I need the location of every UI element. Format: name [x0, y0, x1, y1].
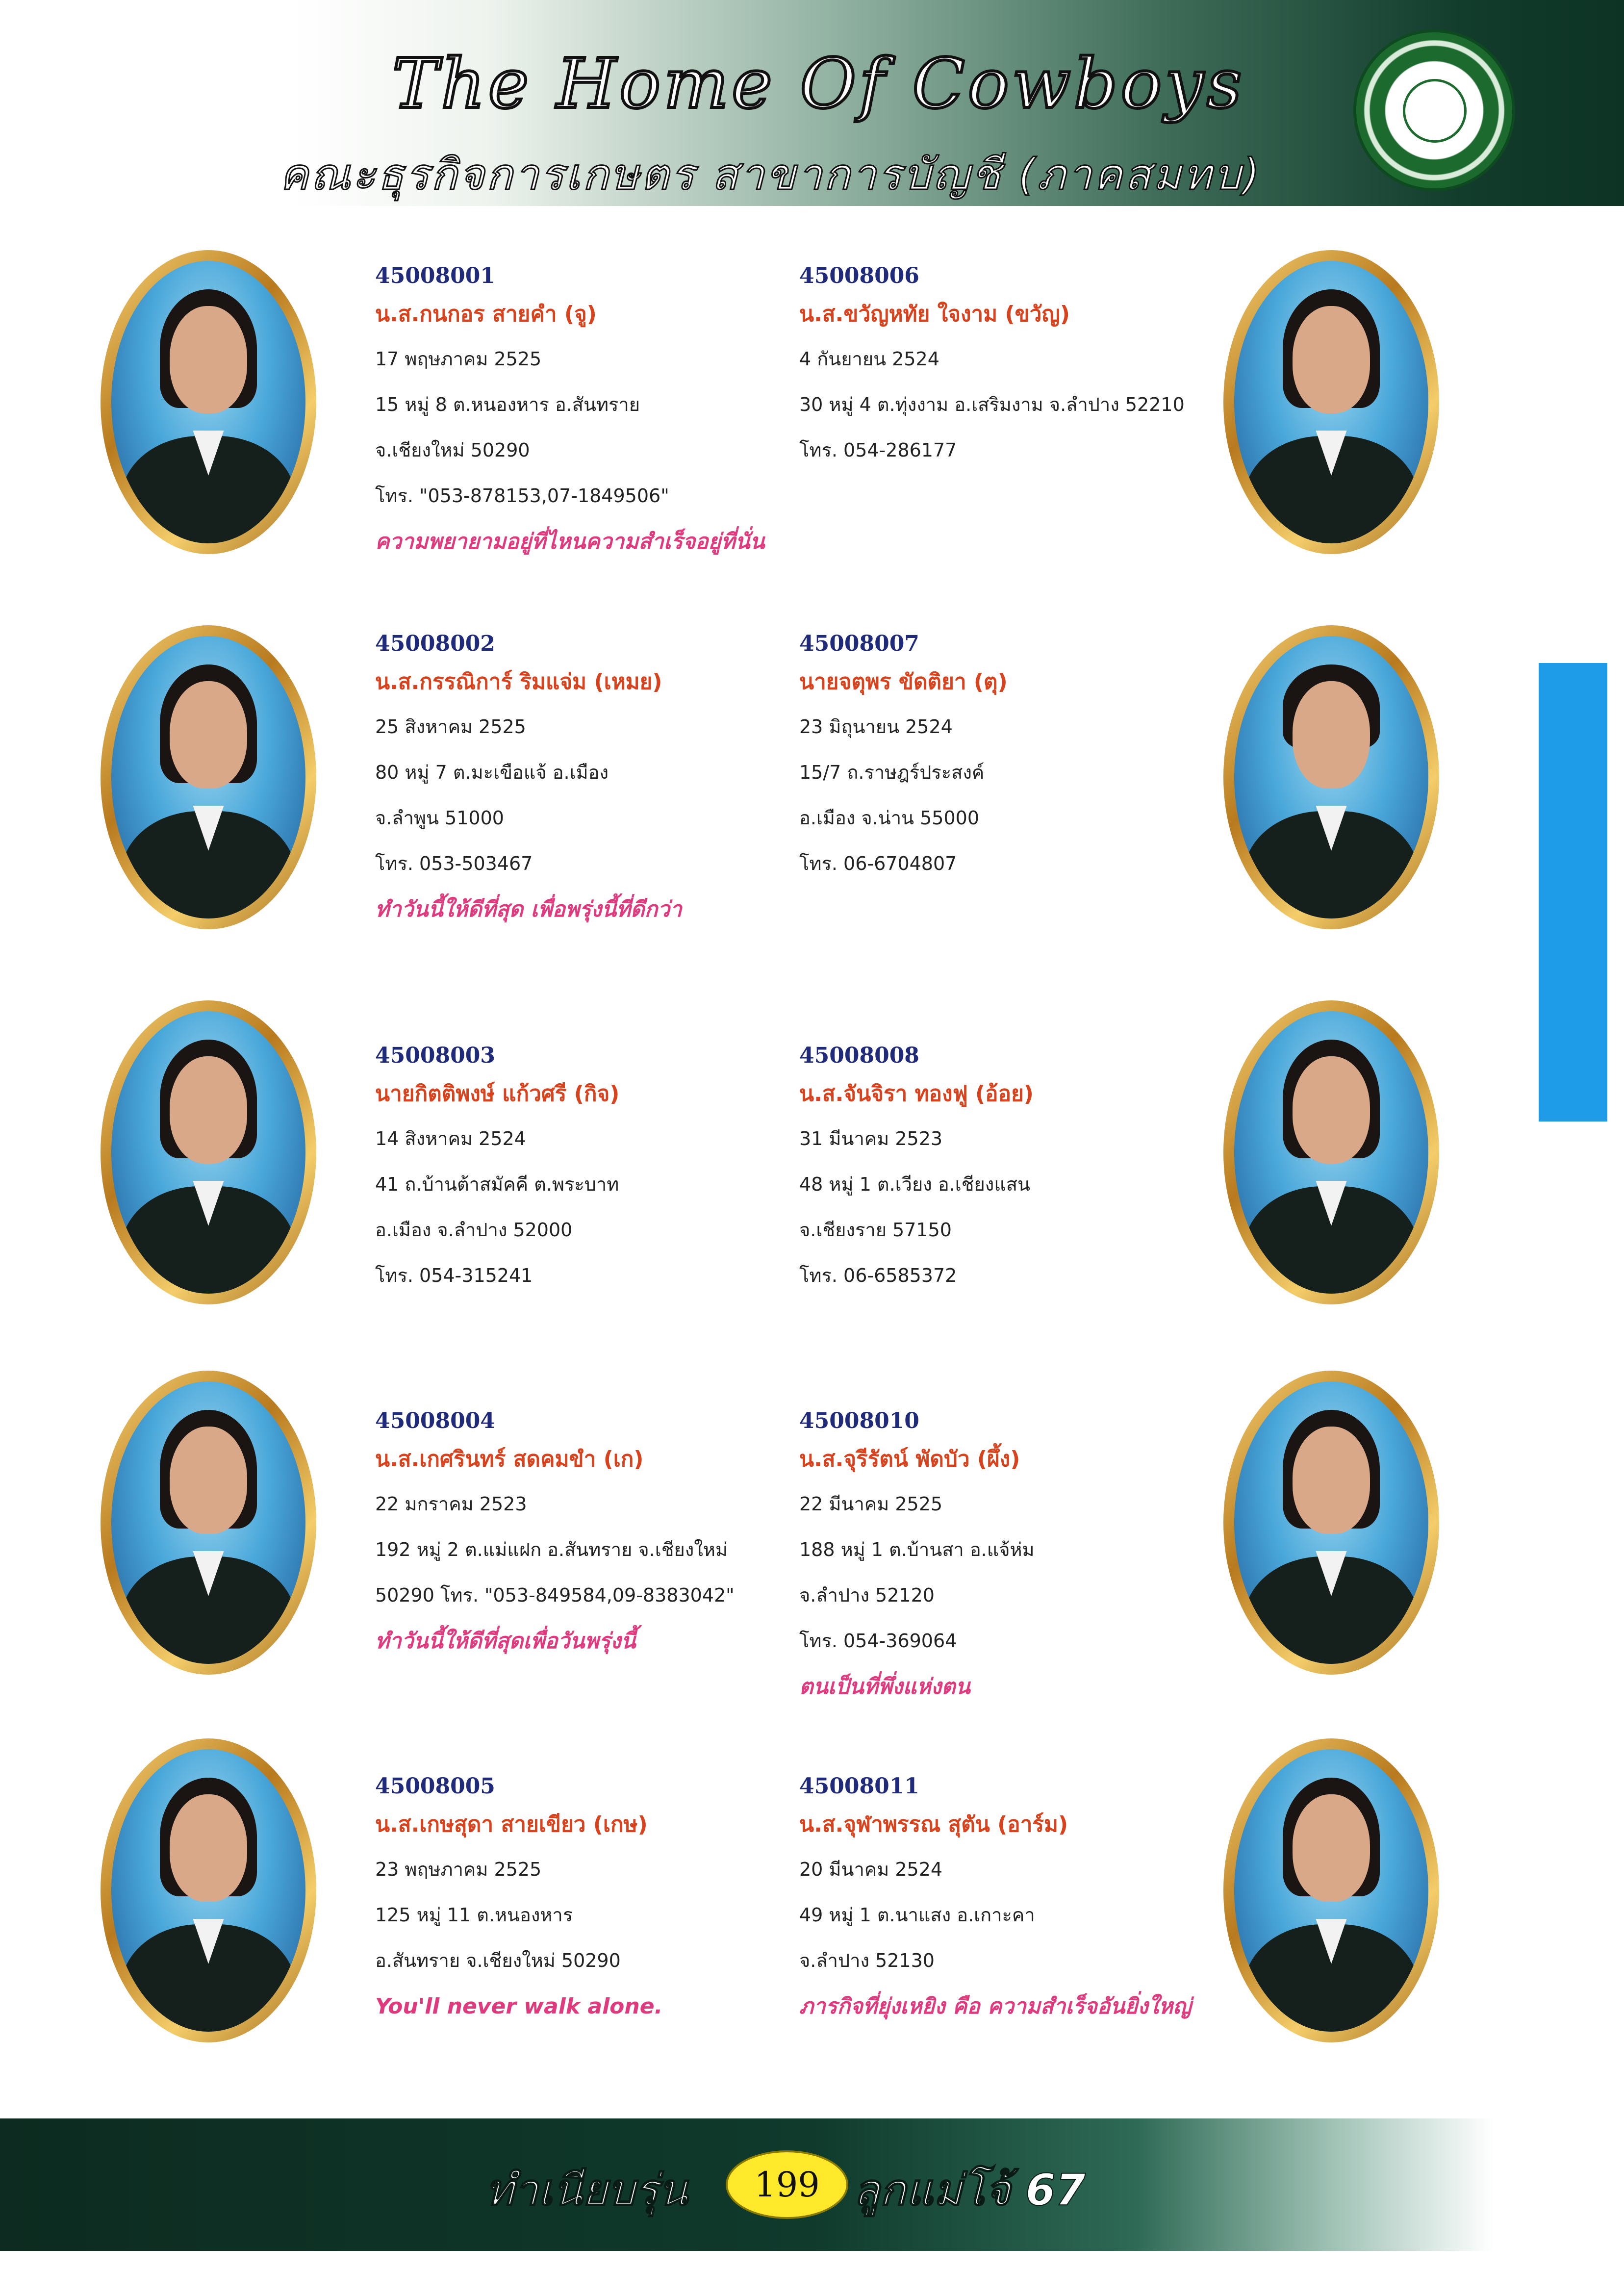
student-name: น.ส.จุฬาพรรณ สุตัน (อาร์ม)	[799, 1812, 1068, 1837]
student-photo-45008007	[1223, 625, 1439, 929]
birth-date: 22 มกราคม 2523	[375, 1493, 527, 1515]
student-entry	[799, 1770, 1221, 2029]
address-line: 15/7 ถ.ราษฎร์ประสงค์	[799, 762, 985, 783]
address-line: 192 หมู่ 2 ต.แม่แฝก อ.สันทราย จ.เชียงใหม่	[375, 1539, 728, 1560]
student-id: 45008002	[375, 631, 495, 656]
address-line: 41 ถ.บ้านต้าสมัคคี ต.พระบาท	[375, 1173, 619, 1195]
student-motto: ทำวันนี้ให้ดีที่สุด เพื่อพรุ่งนี้ที่ดีกว่า	[375, 897, 682, 922]
phone-number: โทร. 06-6585372	[799, 1265, 957, 1286]
page-subtitle: คณะธุรกิจการเกษตร สาขาการบัญชี (ภาคสมทบ)	[279, 149, 1262, 200]
student-photo-45008002	[101, 625, 316, 929]
address-line: อ.เมือง จ.น่าน 55000	[799, 807, 979, 829]
student-name: น.ส.จุรีรัตน์ พัดบัว (ผึ้ง)	[799, 1447, 1020, 1472]
address-line: 48 หมู่ 1 ต.เวียง อ.เชียงแสน	[799, 1173, 1031, 1195]
student-id: 45008010	[799, 1408, 919, 1433]
phone-number: โทร. 06-6704807	[799, 853, 957, 874]
student-name: น.ส.เกศรินทร์ สดคมขำ (เก)	[375, 1447, 644, 1472]
student-id: 45008004	[375, 1408, 495, 1433]
address-line: จ.เชียงราย 57150	[799, 1219, 952, 1241]
phone-number: โทร. "053-878153,07-1849506"	[375, 485, 669, 507]
student-name: น.ส.จันจิรา ทองฟู (อ้อย)	[799, 1081, 1034, 1106]
address-line: จ.ลำปาง 52120	[799, 1584, 935, 1606]
phone-number: โทร. 053-503467	[375, 853, 533, 874]
student-name: น.ส.ขวัญหทัย ใจงาม (ขวัญ)	[799, 302, 1070, 327]
birth-date: 22 มีนาคม 2525	[799, 1493, 943, 1515]
student-id: 45008008	[799, 1043, 919, 1068]
phone-number: โทร. 054-315241	[375, 1265, 533, 1286]
page-number: 199	[726, 2150, 848, 2219]
birth-date: 20 มีนาคม 2524	[799, 1859, 943, 1880]
student-name: น.ส.กนกอร สายคำ (จู)	[375, 302, 597, 327]
student-motto: ทำวันนี้ให้ดีที่สุดเพื่อวันพรุ่งนี้	[375, 1629, 636, 1654]
page-margin	[0, 0, 23, 2295]
page-header	[0, 0, 1624, 206]
student-photo-45008003	[101, 1000, 316, 1304]
address-line: 125 หมู่ 11 ต.หนองหาร	[375, 1904, 573, 1926]
page-title: The Home Of Cowboys	[392, 44, 1245, 124]
student-entry	[799, 260, 1221, 473]
birth-date: 4 กันยายน 2524	[799, 348, 939, 370]
student-entry	[375, 1770, 797, 2029]
student-id: 45008003	[375, 1043, 495, 1068]
address-line: อ.เมือง จ.ลำปาง 52000	[375, 1219, 573, 1241]
student-photo-45008010	[1223, 1371, 1439, 1675]
address-line: 188 หมู่ 1 ต.บ้านสา อ.แจ้ห่ม	[799, 1539, 1035, 1560]
student-name: น.ส.เกษสุดา สายเขียว (เกษ)	[375, 1812, 648, 1837]
address-line: อ.สันทราย จ.เชียงใหม่ 50290	[375, 1950, 621, 1971]
birth-date: 17 พฤษภาคม 2525	[375, 348, 542, 370]
birth-date: 25 สิงหาคม 2525	[375, 716, 526, 738]
student-id: 45008005	[375, 1774, 495, 1799]
address-line: จ.ลำพูน 51000	[375, 807, 504, 829]
student-name: น.ส.กรรณิการ์ ริมแจ่ม (เหมย)	[375, 669, 662, 694]
student-entry	[375, 260, 797, 564]
phone-number: 50290 โทร. "053-849584,09-8383042"	[375, 1584, 735, 1606]
student-entry	[375, 1040, 797, 1299]
student-entry	[375, 1405, 797, 1664]
address-line: 49 หมู่ 1 ต.นาแสง อ.เกาะคา	[799, 1904, 1035, 1926]
phone-number: โทร. 054-369064	[799, 1630, 957, 1652]
student-id: 45008001	[375, 263, 495, 288]
footer-class-title: ลูกแม่โจ้ 67	[853, 2165, 1086, 2215]
footer-book-title: ทำเนียบรุ่น	[485, 2165, 688, 2215]
birth-date: 14 สิงหาคม 2524	[375, 1128, 526, 1149]
seal-emblem	[1403, 79, 1467, 143]
student-photo-45008006	[1223, 250, 1439, 554]
section-side-tab	[1539, 663, 1607, 1122]
student-motto: ภารกิจที่ยุ่งเหยิง คือ ความสำเร็จอันยิ่งใหญ่	[799, 1994, 1192, 2019]
birth-date: 23 มิถุนายน 2524	[799, 716, 953, 738]
student-name: นายกิตติพงษ์ แก้วศรี (กิจ)	[375, 1081, 620, 1106]
student-photo-45008001	[101, 250, 316, 554]
phone-number: โทร. 054-286177	[799, 439, 957, 461]
student-entry	[799, 1040, 1221, 1299]
student-photo-45008004	[101, 1371, 316, 1675]
birth-date: 23 พฤษภาคม 2525	[375, 1859, 542, 1880]
address-line: จ.ลำปาง 52130	[799, 1950, 935, 1971]
student-motto: You'll never walk alone.	[375, 1994, 663, 2019]
student-photo-45008005	[101, 1738, 316, 2042]
student-id: 45008011	[799, 1774, 919, 1799]
student-id: 45008006	[799, 263, 919, 288]
student-motto: ตนเป็นที่พึ่งแห่งตน	[799, 1674, 970, 1699]
address-line: 15 หมู่ 8 ต.หนองหาร อ.สันทราย	[375, 394, 640, 415]
student-name: นายจตุพร ขัดติยา (ตุ)	[799, 669, 1008, 694]
address-line: จ.เชียงใหม่ 50290	[375, 439, 530, 461]
university-seal-icon	[1353, 29, 1515, 191]
student-id: 45008007	[799, 631, 919, 656]
address-line: 30 หมู่ 4 ต.ทุ่งงาม อ.เสริมงาม จ.ลำปาง 52210	[799, 394, 1185, 415]
student-photo-45008011	[1223, 1738, 1439, 2042]
student-photo-45008008	[1223, 1000, 1439, 1304]
birth-date: 31 มีนาคม 2523	[799, 1128, 943, 1149]
student-entry	[799, 628, 1221, 887]
student-entry	[799, 1405, 1221, 1709]
address-line: 80 หมู่ 7 ต.มะเขือแจ้ อ.เมือง	[375, 762, 609, 783]
student-entry	[375, 628, 797, 932]
student-motto: ความพยายามอยู่ที่ไหนความสำเร็จอยู่ที่นั่น	[375, 529, 765, 554]
